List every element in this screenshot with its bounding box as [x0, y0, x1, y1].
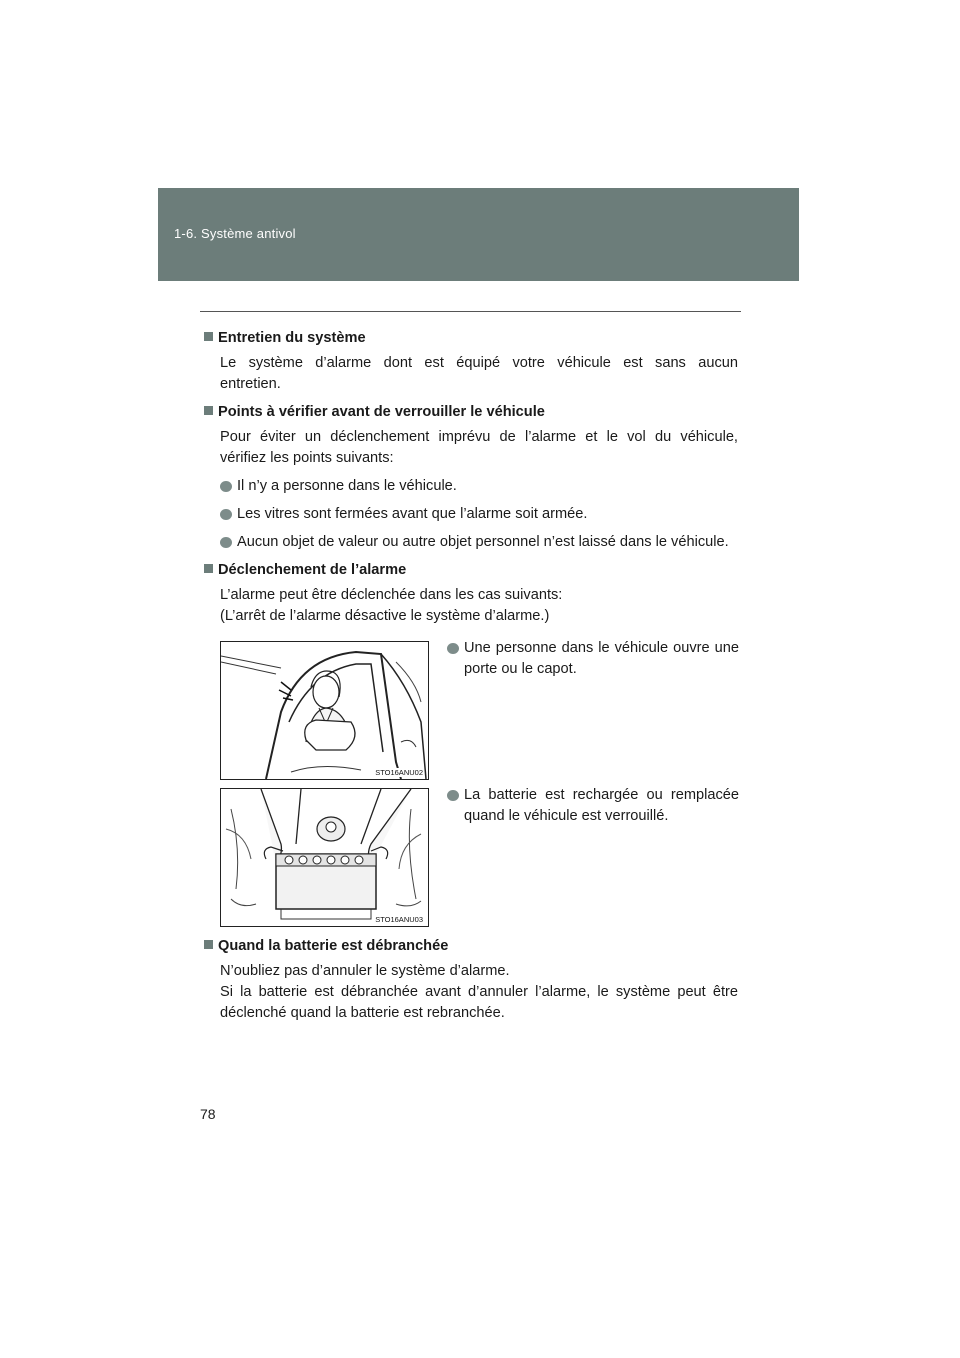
paragraph [220, 427, 738, 469]
section-batterie [204, 936, 738, 1031]
text-line: Le système d’alarme dont est équipé votre véhicule est sans aucun [220, 355, 738, 371]
circle-bullet-icon [447, 643, 459, 654]
text-line: entretien. [220, 376, 281, 392]
section-title: 1-6. Système antivol [174, 226, 296, 241]
list-item [220, 504, 738, 525]
page-number: 78 [200, 1106, 216, 1122]
list-item [220, 532, 738, 553]
text-line: N’oubliez pas d’annuler le système d’alarme. [220, 963, 510, 979]
text-line: (L’arrêt de l’alarme désactive le système d’alarme.) [220, 608, 550, 624]
heading-points [204, 402, 738, 423]
battery-icon [221, 789, 428, 926]
circle-bullet-icon [220, 537, 232, 548]
list-item-text: Une personne dans le véhicule ouvre une porte ou le capot. [464, 640, 739, 677]
paragraph [220, 585, 738, 627]
section-entretien [204, 328, 738, 395]
alarm-case-battery [447, 785, 739, 834]
alarm-case-door [447, 638, 739, 687]
list-item-text: Il n’y a personne dans le véhicule. [237, 478, 457, 494]
paragraph [220, 353, 738, 395]
square-bullet-icon [204, 564, 213, 573]
figure-code: STO16ANU02 [375, 768, 423, 777]
divider [200, 311, 741, 312]
list-item [220, 476, 738, 497]
square-bullet-icon [204, 406, 213, 415]
text-line: vérifiez les points suivants: [220, 450, 394, 466]
list-item-text: La batterie est rechargée ou remplacée quand le véhicule est verrouillé. [464, 787, 739, 824]
list-item-text: Aucun objet de valeur ou autre objet personnel n’est laissé dans le véhicule. [237, 534, 729, 550]
battery-hands-illustration [220, 788, 429, 927]
heading-entretien [204, 328, 738, 349]
circle-bullet-icon [220, 481, 232, 492]
square-bullet-icon [204, 940, 213, 949]
heading-text: Entretien du système [218, 330, 366, 346]
figure-code: STO16ANU03 [375, 915, 423, 924]
section-declenchement [204, 560, 738, 627]
list-item [447, 785, 739, 827]
heading-text: Déclenchement de l’alarme [218, 562, 407, 578]
list-item [447, 638, 739, 680]
car-door-icon [221, 642, 428, 779]
paragraph [220, 961, 738, 1024]
heading-batterie [204, 936, 738, 957]
text-line: Pour éviter un déclenchement imprévu de l’alarme et le vol du véhicule, [220, 429, 738, 445]
heading-text: Points à vérifier avant de verrouiller le véhicule [218, 404, 545, 420]
text-line: déclenché quand la batterie est rebranchée. [220, 1005, 505, 1021]
main-content [204, 328, 738, 634]
list-item-text: Les vitres sont fermées avant que l’alarme soit armée. [237, 506, 588, 522]
heading-text: Quand la batterie est débranchée [218, 938, 449, 954]
square-bullet-icon [204, 332, 213, 341]
car-door-woman-illustration [220, 641, 429, 780]
circle-bullet-icon [447, 790, 459, 801]
heading-declenchement [204, 560, 738, 581]
text-line: Si la batterie est débranchée avant d’annuler l’alarme, le système peut être [220, 984, 738, 1000]
section-points [204, 402, 738, 553]
text-line: L’alarme peut être déclenchée dans les cas suivants: [220, 587, 563, 603]
circle-bullet-icon [220, 509, 232, 520]
